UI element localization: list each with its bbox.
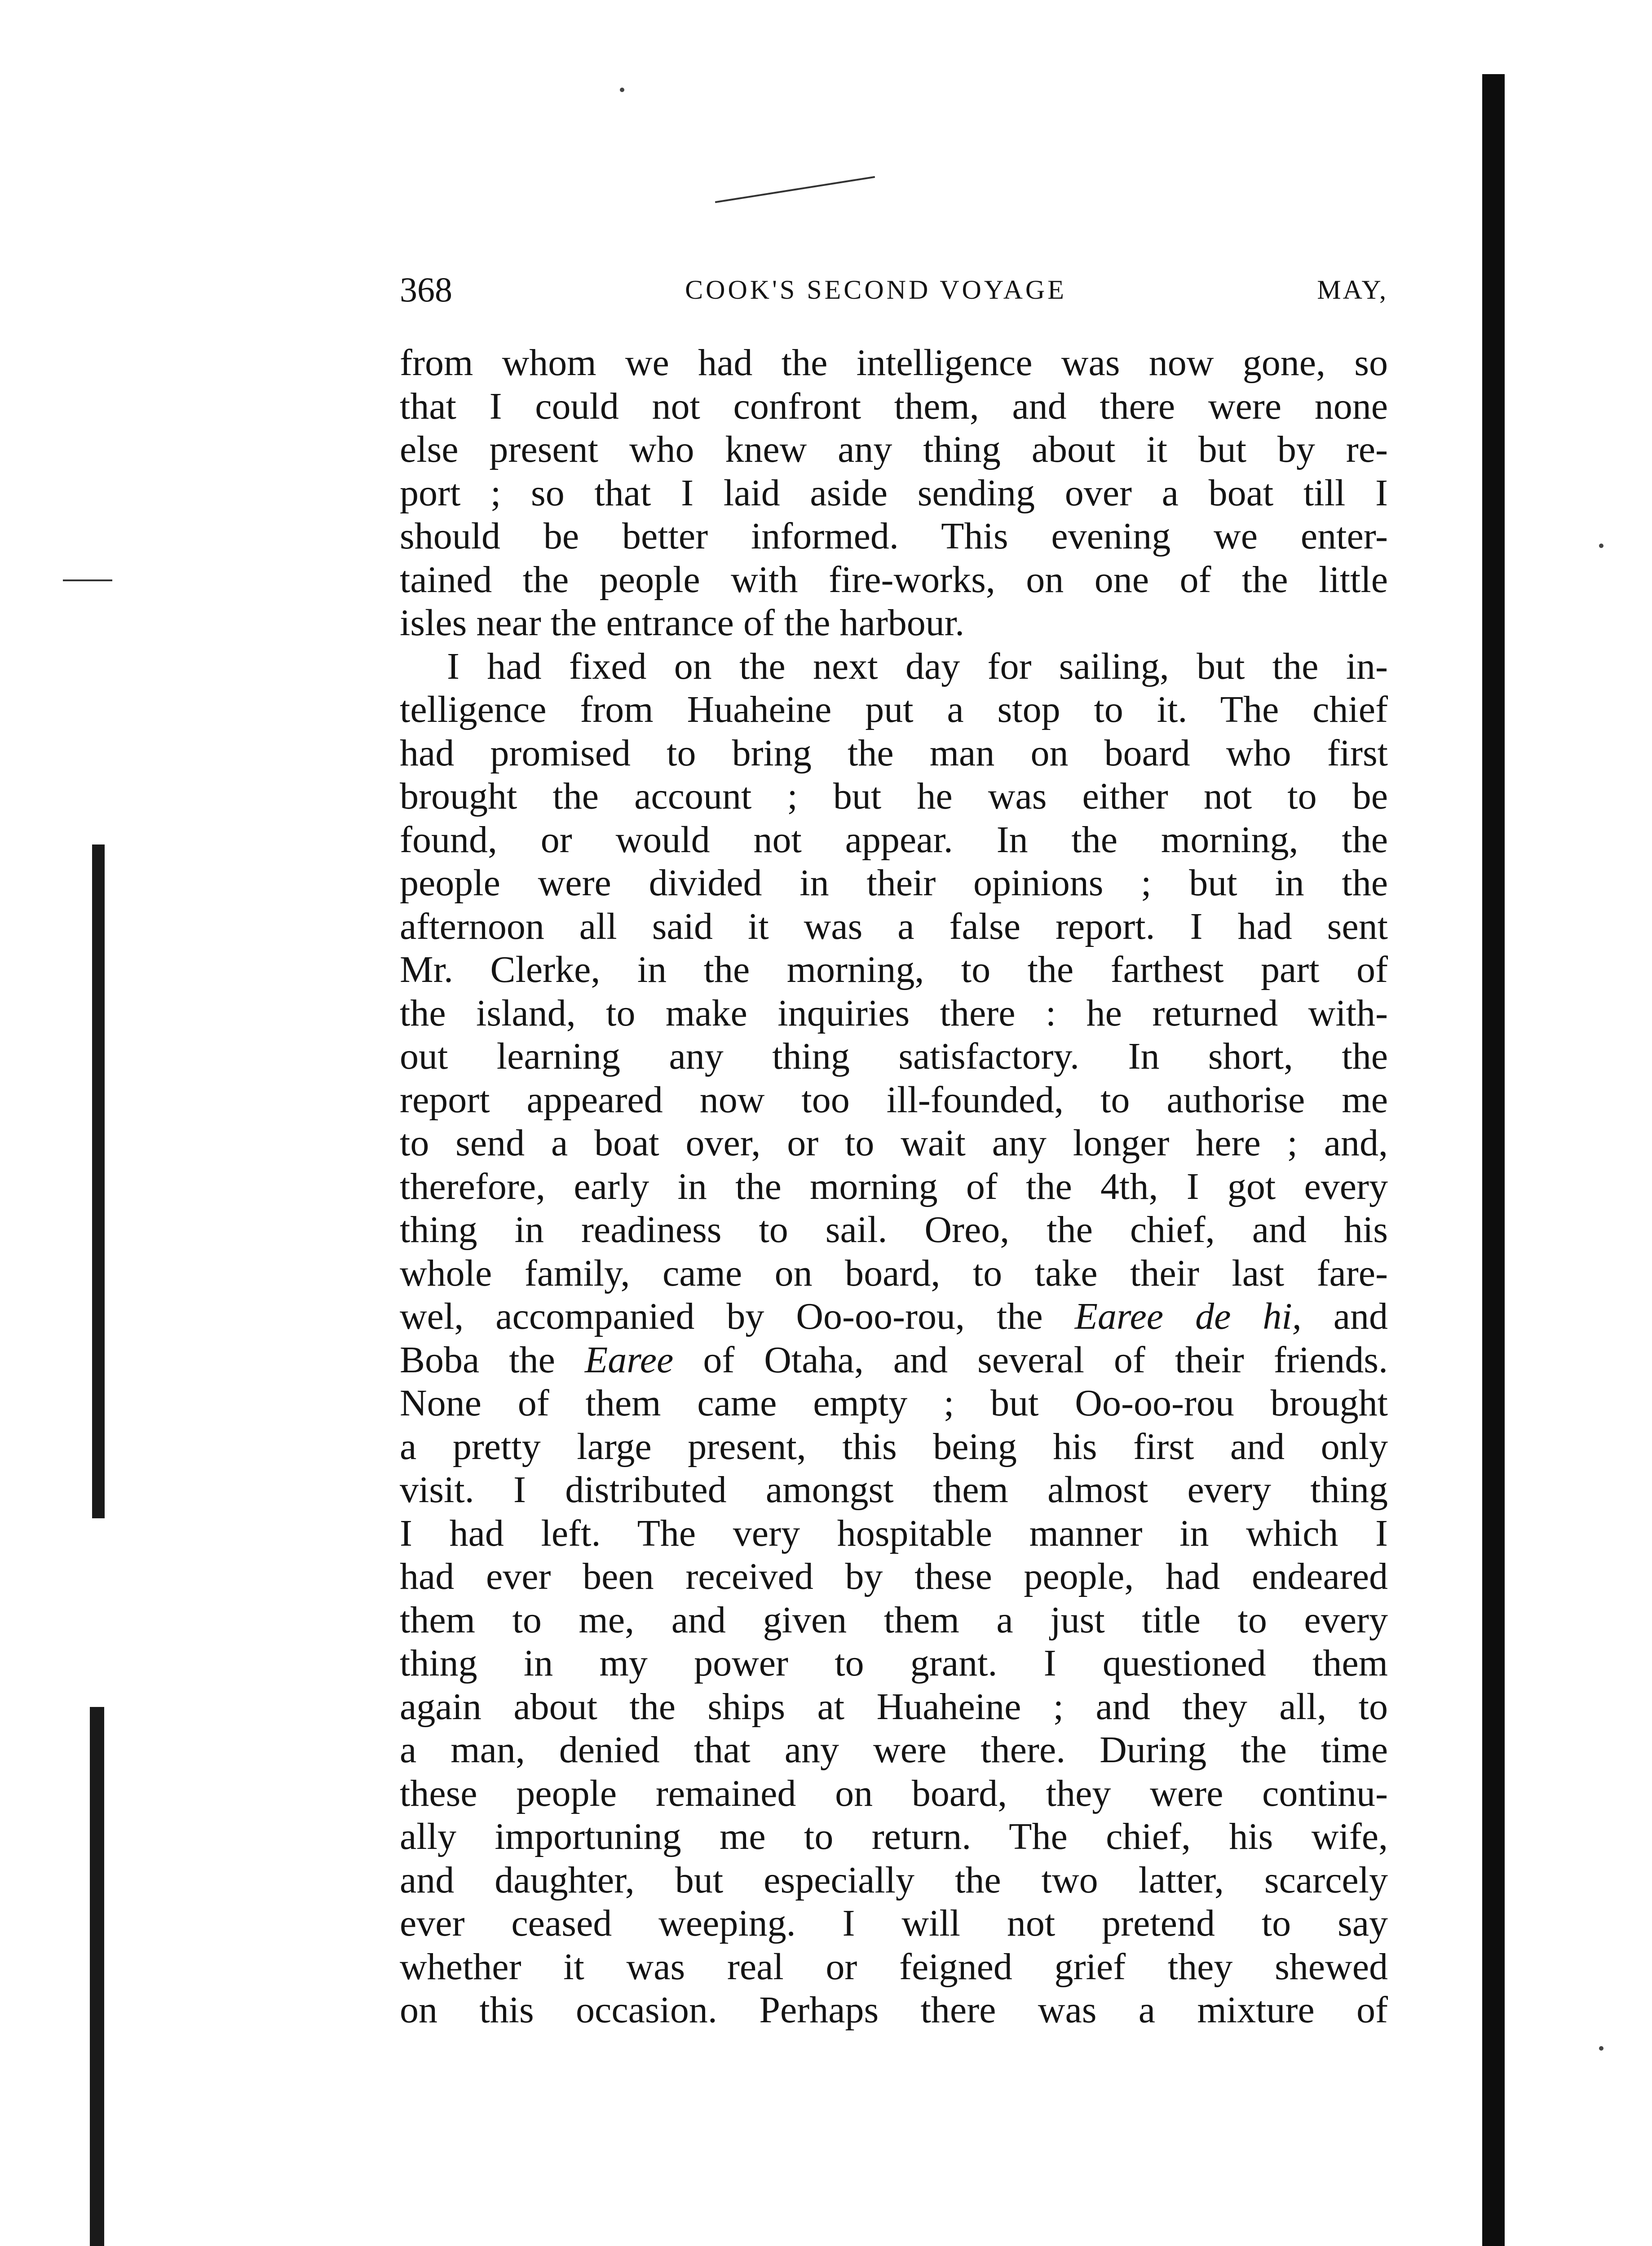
text-line: ally importuning me to return. The chief, his wife,	[400, 1816, 1388, 1857]
italic-term: Earee	[584, 1339, 674, 1381]
text-line: again about the ships at Huaheine ; and they all, to	[400, 1685, 1388, 1728]
text-line: a man, denied that any were there. During the time	[400, 1729, 1388, 1771]
text-line: and daughter, but especially the two latter, scarcely	[400, 1859, 1388, 1901]
page-header	[400, 265, 1388, 314]
text-line: tained the people with fire-works, on one of the little	[400, 558, 1388, 601]
text-line: ever ceased weeping. I will not pretend to say	[400, 1902, 1388, 1944]
running-title: COOK'S SECOND VOYAGE	[685, 275, 1067, 305]
margin-dash-1	[63, 579, 112, 581]
binding-shadow-upper	[92, 844, 105, 1518]
text-run: wel, accompanied by Oo-oo-rou, the	[400, 1295, 1075, 1337]
text-line: had ever been received by these people, had endeared	[400, 1556, 1388, 1597]
text-line: afternoon all said it was a false report. I had sent	[400, 905, 1388, 947]
text-line: brought the account ; but he was either not to be	[400, 775, 1388, 817]
text-line: had promised to bring the man on board who first	[400, 732, 1388, 774]
text-line: that I could not confront them, and there were none	[400, 385, 1388, 427]
scan-dot-3	[1599, 2046, 1603, 2051]
text-line: isles near the entrance of the harbour.	[400, 602, 965, 644]
text-line: out learning any thing satisfactory. In short, the	[400, 1035, 1388, 1077]
text-run: of Otaha, and several of their friends.	[673, 1339, 1388, 1381]
text-line	[400, 1339, 1388, 1382]
text-line: else present who knew any thing about it but by re-	[400, 429, 1388, 470]
scan-stroke	[715, 176, 875, 203]
text-line: I had fixed on the next day for sailing, but the in-	[447, 645, 1388, 687]
text-line: visit. I distributed amongst them almost every thing	[400, 1469, 1388, 1511]
text-run: and	[1301, 1295, 1388, 1337]
text-line: None of them came empty ; but Oo-oo-rou brought	[400, 1382, 1388, 1424]
scan-dot-2	[1599, 544, 1603, 548]
text-line	[400, 1295, 1388, 1339]
text-line: thing in my power to grant. I questioned them	[400, 1642, 1388, 1684]
scan-dot-1	[620, 88, 624, 92]
binding-shadow-lower	[90, 1707, 104, 2246]
text-line: a pretty large present, this being his first and only	[400, 1425, 1388, 1468]
text-line: telligence from Huaheine put a stop to it. The chief	[400, 689, 1388, 730]
text-line: the island, to make inquiries there : he returned with-	[400, 992, 1388, 1034]
text-line: should be better informed. This evening we enter-	[400, 515, 1388, 557]
text-line: them to me, and given them a just title to every	[400, 1599, 1388, 1641]
italic-term: Earee de hi,	[1074, 1295, 1302, 1337]
text-line: therefore, early in the morning of the 4th, I got every	[400, 1165, 1388, 1207]
text-line: to send a boat over, or to wait any longer here ; and,	[400, 1122, 1388, 1164]
body-text	[400, 341, 1388, 2032]
text-line: I had left. The very hospitable manner in which I	[400, 1512, 1388, 1554]
text-line: found, or would not appear. In the morning, the	[400, 818, 1388, 861]
text-line: on this occasion. Perhaps there was a mixture of	[400, 1989, 1388, 2031]
scan-edge-bar	[1482, 74, 1505, 2246]
text-line: whole family, came on board, to take their last fare-	[400, 1252, 1388, 1294]
running-month: MAY,	[1317, 275, 1388, 305]
text-line: people were divided in their opinions ; but in the	[400, 862, 1388, 904]
text-line: Mr. Clerke, in the morning, to the farthest part of	[400, 949, 1388, 990]
text-line: report appeared now too ill-founded, to authorise me	[400, 1079, 1388, 1121]
text-line: whether it was real or feigned grief they shewed	[400, 1945, 1388, 1988]
text-run: Boba the	[400, 1339, 585, 1381]
text-line: from whom we had the intelligence was now gone, so	[400, 342, 1388, 384]
page-number: 368	[400, 270, 452, 309]
text-line: thing in readiness to sail. Oreo, the chief, and his	[400, 1209, 1388, 1251]
text-line: port ; so that I laid aside sending over a boat till I	[400, 472, 1388, 514]
text-line: these people remained on board, they were continu-	[400, 1772, 1388, 1814]
